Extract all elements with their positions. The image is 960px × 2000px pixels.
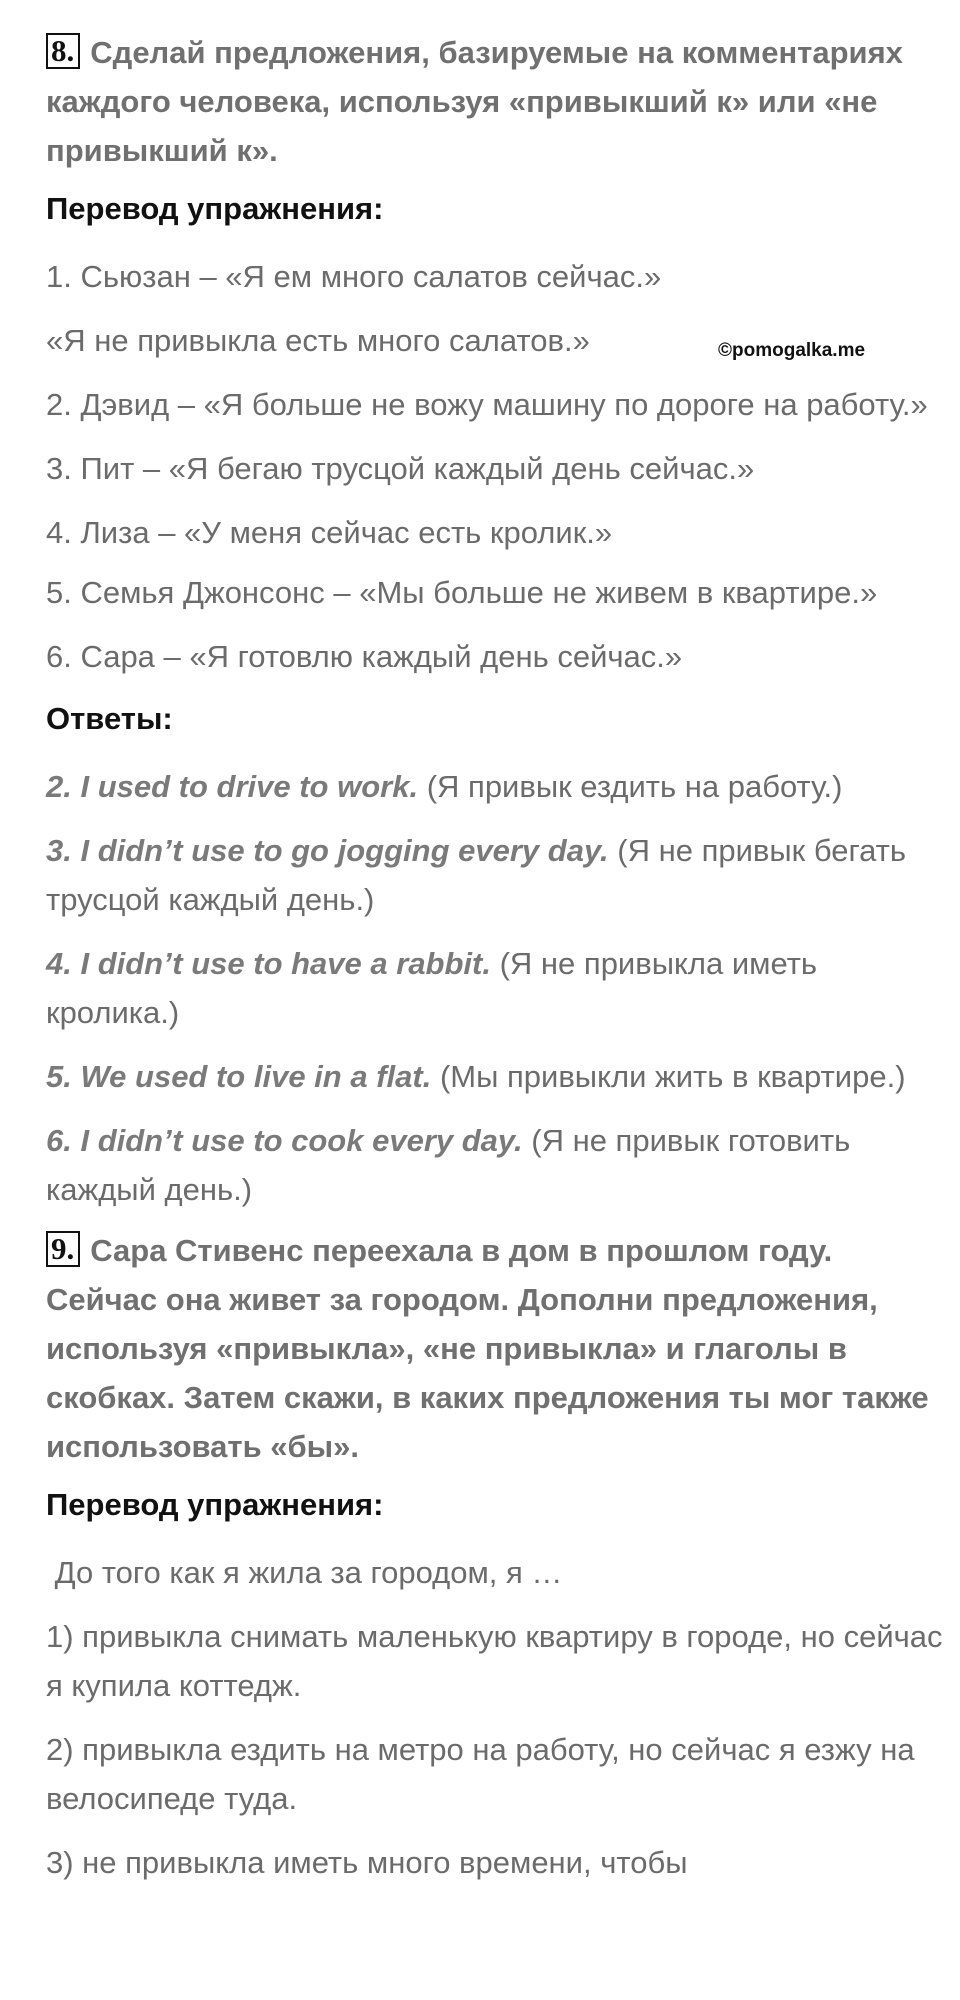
task-9-text: Сара Стивенс переехала в дом в прошлом году. Сейчас она живет за городом. Дополни предложения, используя «привыкла», «не привыкла» и глаголы в скобках. Затем скажи, в каких предложения ты мог также использовать «бы». (46, 1233, 929, 1464)
answer-item (46, 1116, 946, 1214)
translation-line: 5. Семья Джонсонс – «Мы больше не живем в квартире.» (46, 575, 878, 610)
task-8-text: Сделай предложения, базируемые на комментариях каждого человека, используя «привыкший к» или «не привыкший к». (46, 35, 903, 168)
translation-line: 3. Пит – «Я бегаю трусцой каждый день сейчас.» (46, 451, 755, 486)
translation-line: До того как я жила за городом, я … (46, 1555, 563, 1590)
translation-line: 2. Дэвид – «Я больше не вожу машину по дороге на работу.» (46, 387, 928, 422)
translation-heading-1: Перевод упражнения: (46, 191, 384, 226)
translation-line: 2) привыкла ездить на метро на работу, но сейчас я езжу на велосипеде туда. (46, 1732, 915, 1816)
translation-line: 1) привыкла снимать маленькую квартиру в городе, но сейчас я купила коттедж. (46, 1619, 943, 1703)
answers-heading: Ответы: (46, 701, 173, 736)
task-9-instruction (46, 1226, 946, 1471)
watermark: ©pomogalka.me (718, 340, 866, 361)
translation-line: «Я не привыкла есть много салатов.» (46, 323, 590, 358)
answer-russian: (Я не привык бегать трусцой каждый день.) (46, 833, 907, 917)
task-9-number: 9. (46, 1231, 80, 1267)
answer-item (46, 1052, 946, 1101)
answer-russian: (Я не привыкла иметь кролика.) (46, 946, 818, 1030)
task-8-instruction (46, 28, 946, 175)
answer-item (46, 826, 946, 924)
answer-english: 4. I didn’t use to have a rabbit. (46, 946, 491, 981)
translation-line: 6. Сара – «Я готовлю каждый день сейчас.» (46, 639, 683, 674)
answer-russian: (Я не привык готовить каждый день.) (46, 1123, 851, 1207)
answer-english: 3. I didn’t use to go jogging every day. (46, 833, 609, 868)
answer-russian: (Мы привыкли жить в квартире.) (439, 1059, 906, 1094)
answer-item (46, 939, 946, 1037)
answer-english: 5. We used to live in a flat. (46, 1059, 432, 1094)
answer-item (46, 762, 946, 811)
answer-english: 6. I didn’t use to cook every day. (46, 1123, 523, 1158)
translation-line: 4. Лиза – «У меня сейчас есть кролик.» (46, 515, 613, 550)
translation-line: 3) не привыкла иметь много времени, чтобы (46, 1845, 688, 1880)
task-8-number: 8. (46, 33, 80, 69)
document-page (46, 28, 946, 1887)
answer-english: 2. I used to drive to work. (46, 769, 419, 804)
answer-russian: (Я привык ездить на работу.) (426, 769, 843, 804)
translation-line: 1. Сьюзан – «Я ем много салатов сейчас.» (46, 259, 662, 294)
translation-heading-2: Перевод упражнения: (46, 1487, 384, 1522)
